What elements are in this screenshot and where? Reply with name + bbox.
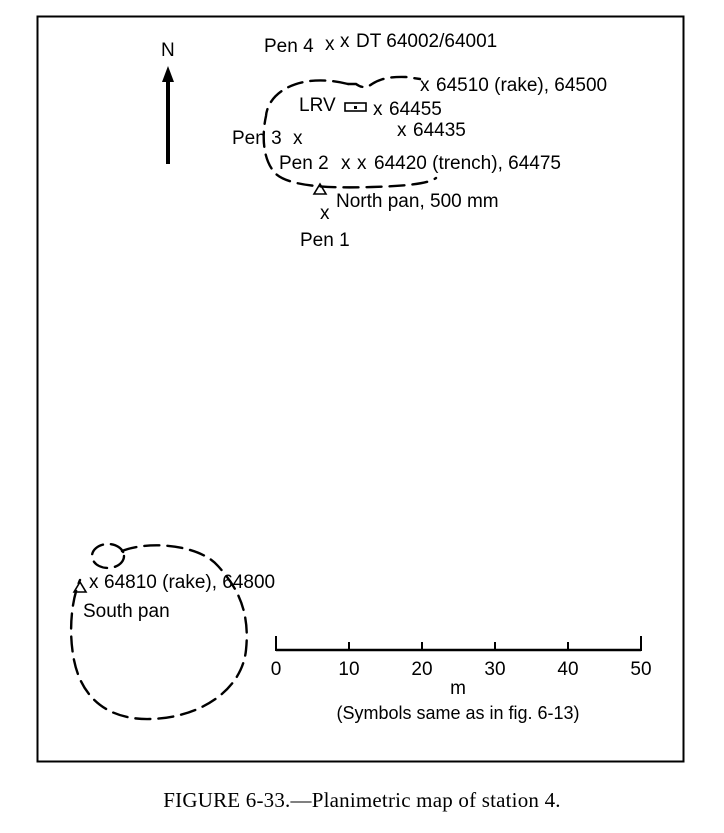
scale-tick-0: 0 (270, 659, 282, 680)
scale-tick-40: 40 (557, 659, 579, 680)
south-area-small-outline (92, 544, 124, 568)
figure-caption: FIGURE 6-33.—Planimetric map of station 4. (163, 788, 561, 812)
south-pan-label: South pan (83, 601, 170, 622)
pen3-marker: x (293, 128, 303, 149)
scale-tick-30: 30 (484, 659, 506, 680)
scale-bar (276, 636, 641, 651)
s64420-label: 64420 (trench), 64475 (374, 153, 561, 174)
s64455-marker: x (373, 99, 383, 120)
south-pan-triangle-icon (74, 582, 86, 592)
pen2-label: Pen 2 (279, 153, 329, 174)
pen2-marker: x (341, 153, 351, 174)
pen4-marker: x (325, 34, 335, 55)
scale-tick-50: 50 (630, 659, 652, 680)
north-arrow-icon (162, 66, 174, 164)
lrv-label: LRV (299, 95, 336, 116)
dt-marker: x (340, 31, 350, 52)
north-label: N (161, 40, 175, 61)
scale-tick-10: 10 (338, 659, 360, 680)
pen4-label: Pen 4 (264, 36, 314, 57)
lrv-icon (345, 103, 366, 111)
north-pan-label: North pan, 500 mm (336, 191, 499, 212)
scale-note: (Symbols same as in fig. 6-13) (336, 703, 580, 723)
pen1-label: Pen 1 (300, 230, 350, 251)
s64810-label: 64810 (rake), 64800 (104, 572, 276, 593)
s64510-label: 64510 (rake), 64500 (436, 75, 608, 96)
s64435-marker: x (397, 120, 407, 141)
scale-tick-20: 20 (411, 659, 433, 680)
pen3-label: Pen 3 (232, 128, 282, 149)
s64435-label: 64435 (413, 120, 466, 141)
s64455-label: 64455 (389, 99, 442, 120)
pen1-marker: x (320, 203, 330, 224)
north-area-outline (348, 77, 420, 87)
scale-unit: m (450, 678, 466, 699)
dt-label: DT 64002/64001 (356, 31, 498, 52)
s64810-marker: x (89, 572, 99, 593)
s64510-marker: x (420, 75, 430, 96)
s64420-marker: x (357, 153, 367, 174)
